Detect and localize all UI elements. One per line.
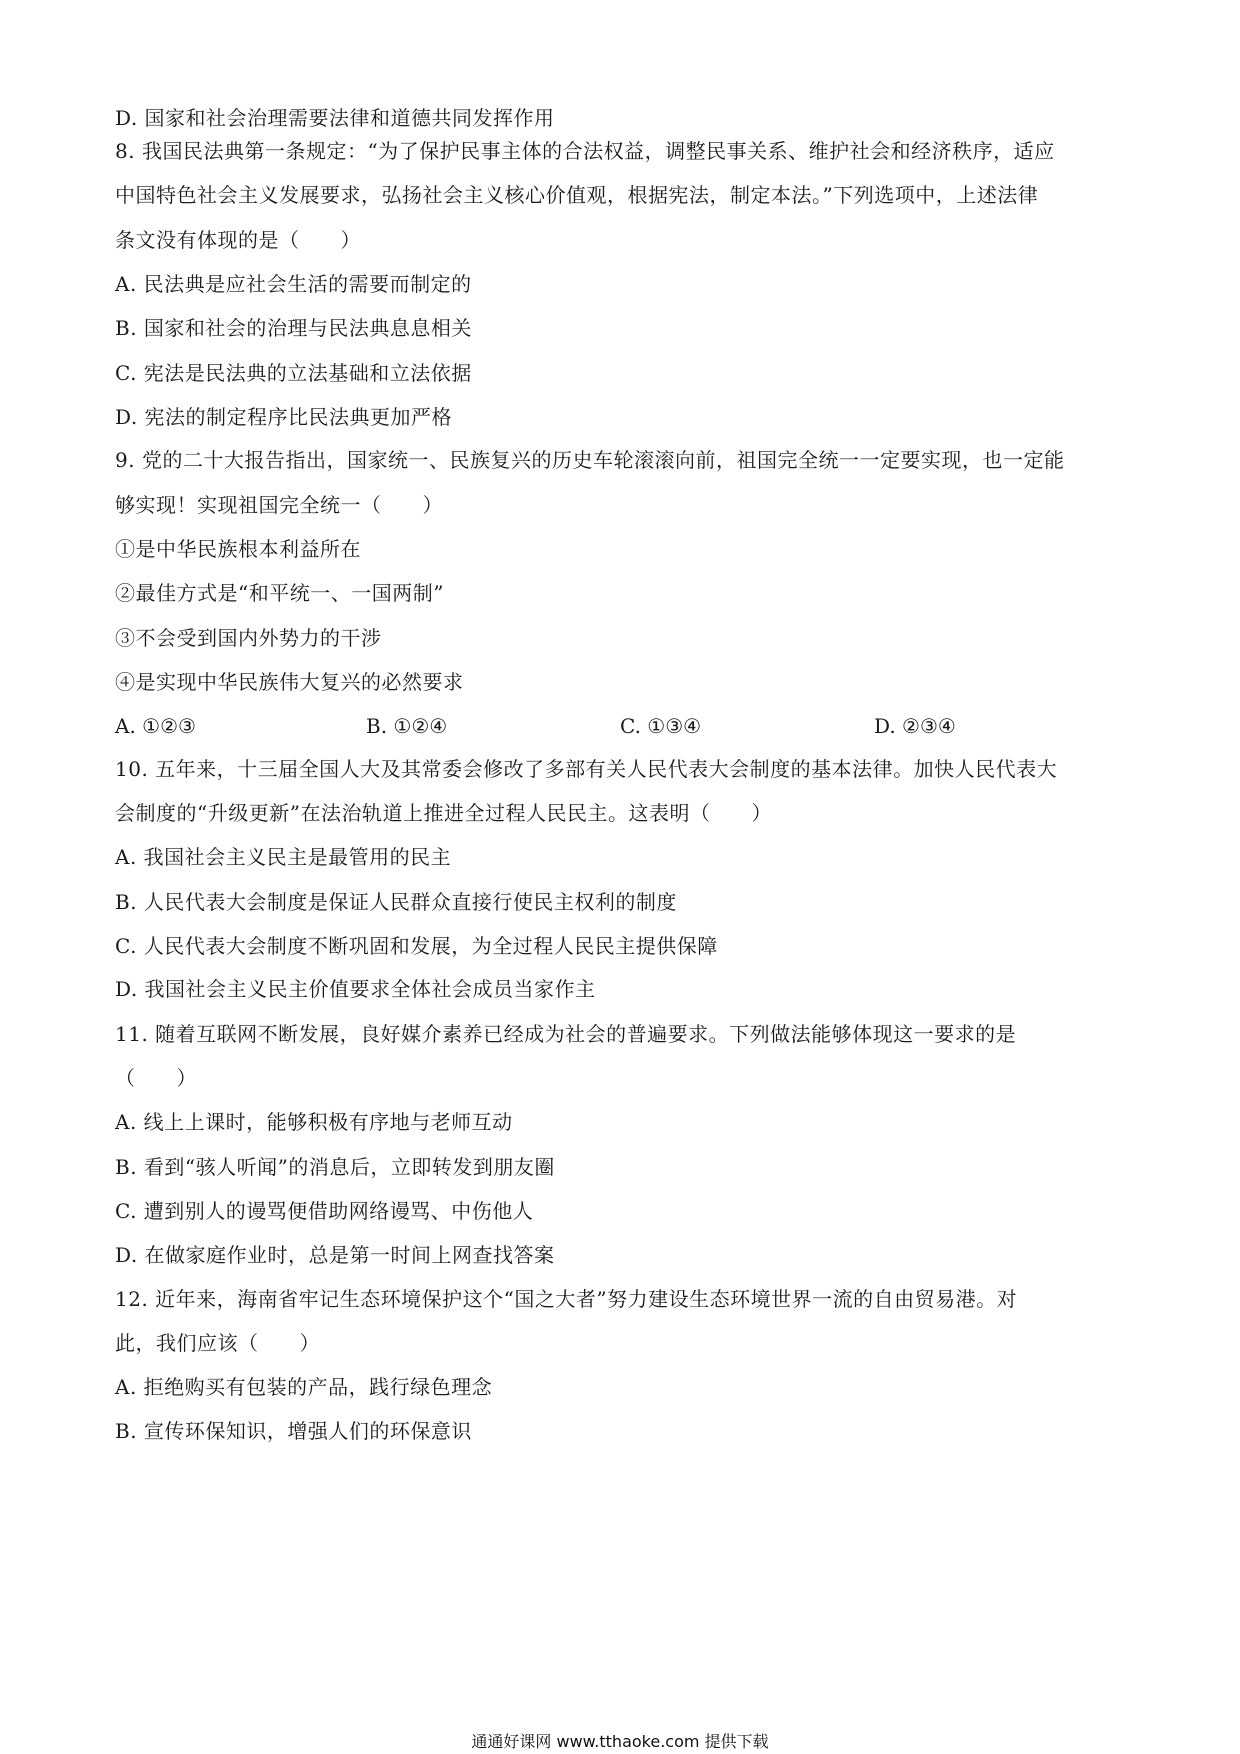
q11-option-c: C. 遭到别人的谩骂便借助网络谩骂、中伤他人: [115, 1199, 534, 1223]
q10-option-a: A. 我国社会主义民主是最管用的民主: [115, 845, 452, 869]
q7-option-d: D. 国家和社会治理需要法律和道德共同发挥作用: [115, 106, 555, 130]
q8-option-b: B. 国家和社会的治理与民法典息息相关: [115, 316, 472, 340]
q10-option-b: B. 人民代表大会制度是保证人民群众直接行使民主权利的制度: [115, 890, 677, 914]
q8-option-a: A. 民法典是应社会生活的需要而制定的: [115, 272, 472, 296]
page-footer: 通通好课网 www.tthaoke.com 提供下载: [471, 1732, 769, 1751]
q11-option-a: A. 线上上课时，能够积极有序地与老师互动: [115, 1110, 513, 1134]
q9-statement-2: ②最佳方式是“和平统一、一国两制”: [115, 581, 444, 605]
q9-option-d: D. ②③④: [874, 714, 956, 738]
q8-option-d: D. 宪法的制定程序比民法典更加严格: [115, 405, 453, 429]
q9-option-b: B. ①②④: [366, 714, 448, 738]
q11-option-b: B. 看到“骇人听闻”的消息后，立即转发到朋友圈: [115, 1155, 555, 1179]
q9-stem-line-2: 够实现！实现祖国完全统一（ ）: [115, 493, 443, 517]
q8-stem-line-3: 条文没有体现的是（ ）: [115, 228, 361, 252]
q12-option-b: B. 宣传环保知识，增强人们的环保意识: [115, 1419, 472, 1443]
q11-stem-line-1: 11. 随着互联网不断发展，良好媒介素养已经成为社会的普遍要求。下列做法能够体现这一要求的是: [115, 1022, 1017, 1046]
q9-option-a: A. ①②③: [115, 714, 196, 738]
q12-stem-line-1: 12. 近年来，海南省牢记生态环境保护这个“国之大者”努力建设生态环境世界一流的自由贸易港。对: [115, 1287, 1018, 1311]
q12-stem-line-2: 此，我们应该（ ）: [115, 1331, 320, 1355]
q9-options-row: [115, 712, 1125, 740]
q8-stem-line-2: 中国特色社会主义发展要求，弘扬社会主义核心价值观，根据宪法，制定本法。”下列选项中，上述法律: [115, 183, 1039, 207]
q10-stem-line-1: 10. 五年来，十三届全国人大及其常委会修改了多部有关人民代表大会制度的基本法律。加快人民代表大: [115, 757, 1058, 781]
q9-statement-3: ③不会受到国内外势力的干涉: [115, 626, 382, 650]
q9-statement-4: ④是实现中华民族伟大复兴的必然要求: [115, 670, 464, 694]
q11-stem-line-2: （ ）: [115, 1066, 197, 1090]
q9-stem-line-1: 9. 党的二十大报告指出，国家统一、民族复兴的历史车轮滚滚向前，祖国完全统一一定要实现，也一定能: [115, 448, 1065, 472]
q10-stem-line-2: 会制度的“升级更新”在法治轨道上推进全过程人民民主。这表明（ ）: [115, 801, 772, 825]
q11-option-d: D. 在做家庭作业时，总是第一时间上网查找答案: [115, 1243, 555, 1267]
q10-option-c: C. 人民代表大会制度不断巩固和发展，为全过程人民民主提供保障: [115, 934, 718, 958]
q8-stem-line-1: 8. 我国民法典第一条规定：“为了保护民事主体的合法权益，调整民事关系、维护社会和经济秩序，适应: [115, 139, 1055, 163]
q8-option-c: C. 宪法是民法典的立法基础和立法依据: [115, 361, 472, 385]
q10-option-d: D. 我国社会主义民主价值要求全体社会成员当家作主: [115, 977, 596, 1001]
q9-statement-1: ①是中华民族根本利益所在: [115, 537, 361, 561]
q12-option-a: A. 拒绝购买有包装的产品，践行绿色理念: [115, 1375, 493, 1399]
q9-option-c: C. ①③④: [620, 714, 702, 738]
